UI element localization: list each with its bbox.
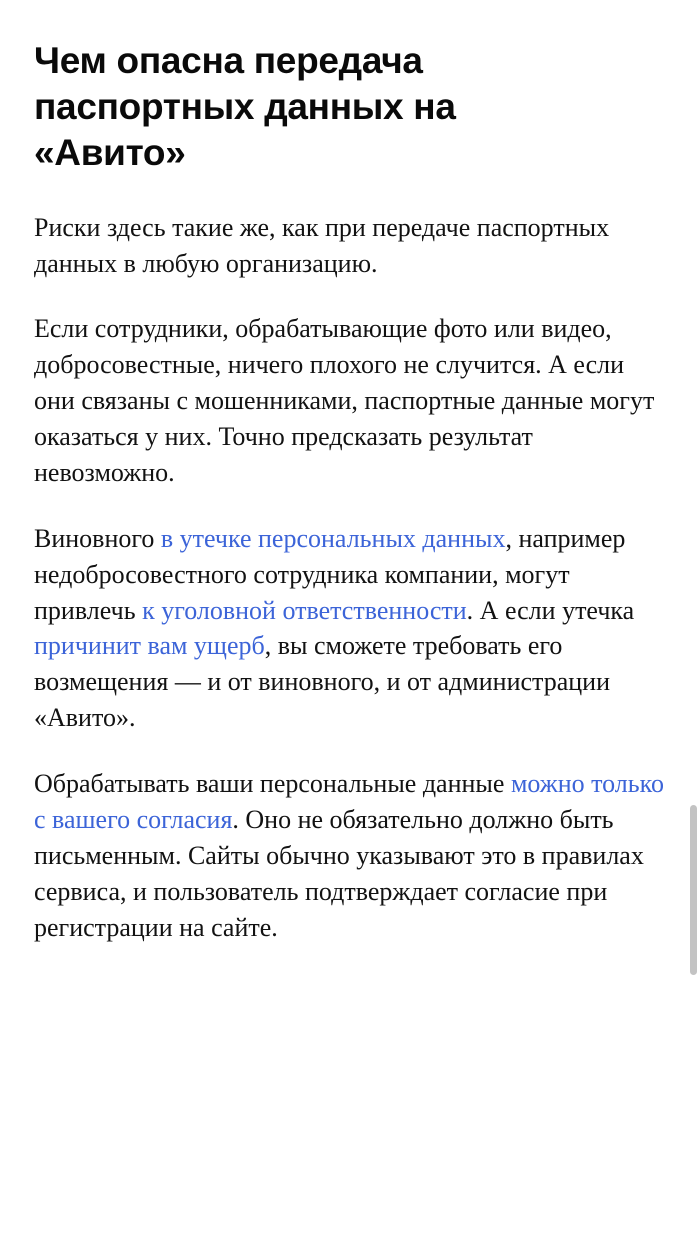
paragraph-text: Если сотрудники, обрабатывающие фото или видео, добросовестные, ничего плохого не случится. А если они связаны с мошенниками, паспортные данные могут оказаться у них. Точно предсказать результат невозможно.	[34, 314, 655, 487]
paragraph-3	[34, 521, 666, 736]
paragraph-4	[34, 766, 666, 945]
vertical-scrollbar[interactable]	[690, 805, 697, 975]
inline-link[interactable]: причинит вам ущерб	[34, 631, 265, 661]
paragraph-text: Обрабатывать ваши персональные данные	[34, 769, 511, 798]
inline-link[interactable]: можно только с вашего согласия	[34, 769, 664, 834]
paragraph-1	[34, 210, 666, 282]
paragraph-text: , например недобросовестного сотрудника компании, могут привлечь	[34, 523, 626, 625]
paragraph-text: . А если утечка	[466, 595, 635, 625]
paragraph-text: , вы сможете требовать его возмещения — и от виновного, и от администрации «Авито».	[34, 631, 610, 733]
paragraph-text: Виновного	[34, 523, 161, 553]
paragraph-text: Риски здесь такие же, как при передаче паспортных данных в любую организацию.	[34, 212, 610, 278]
inline-link[interactable]: в утечке персональных данных	[160, 523, 506, 553]
paragraph-text: . Оно не обязательно должно быть письменным. Сайты обычно указывают это в правилах сервиса, и пользователь подтверждает согласие при регистрации на сайте.	[34, 804, 644, 942]
article-body	[34, 210, 666, 946]
paragraph-2	[34, 311, 666, 490]
page-title: Чем опасна передача паспортных данных на «Авито»	[34, 40, 456, 173]
inline-link[interactable]: к уголовной ответственности	[142, 595, 467, 625]
